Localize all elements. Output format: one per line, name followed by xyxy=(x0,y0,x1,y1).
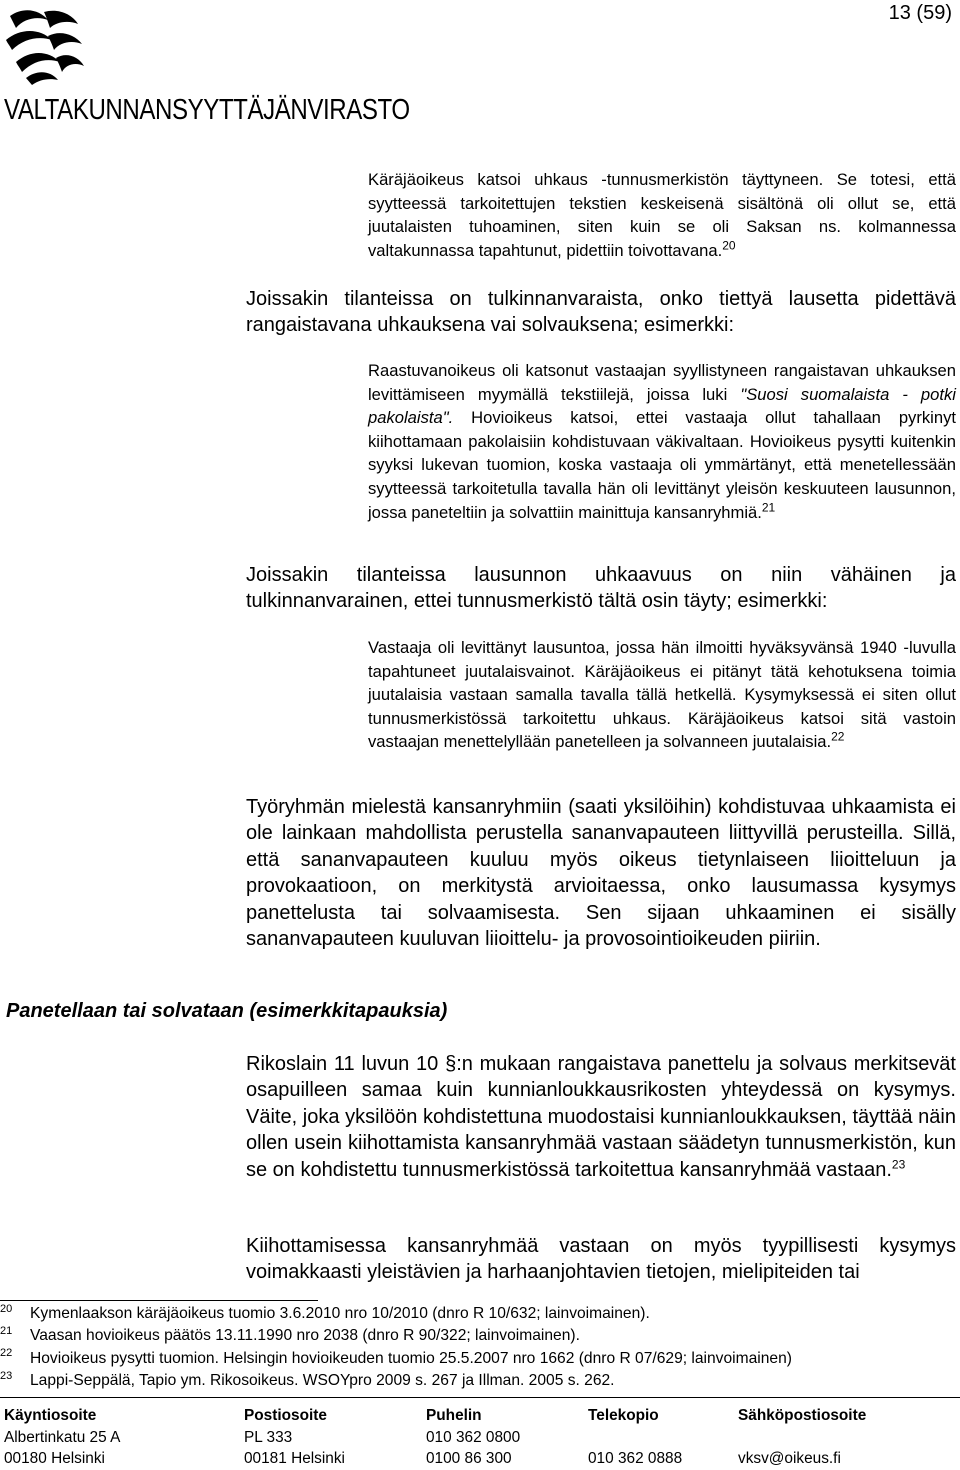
footnote-21: 21 Vaasan hovioikeus päätös 13.11.1990 nro 2038 (dnro R 90/322; lainvoimainen). xyxy=(0,1325,580,1345)
section-heading: Panetellaan tai solvataan (esimerkkitapauksia) xyxy=(6,1000,448,1022)
paragraph-5: Kiihottamisessa kansanryhmää vastaan on myös tyypillisesti kysymys voimakkaasti yleistävien ja harhaanjohtavien tietojen, mielipiteiden tai xyxy=(246,1235,956,1284)
footnote-ref-20[interactable]: 20 xyxy=(722,238,736,253)
footer-phone: Puhelin 010 362 0800 0100 86 300 xyxy=(426,1407,521,1467)
footnote-ref-23[interactable]: 23 xyxy=(891,1156,906,1171)
example-quote-3 xyxy=(368,636,956,754)
paragraph-2: Joissakin tilanteissa lausunnon uhkaavuus on niin vähäinen ja tulkinnanvarainen, ettei tunnusmerkistö tältä osin täyty; esimerkki: xyxy=(246,564,956,613)
paragraph-1: Joissakin tilanteissa on tulkinnanvaraista, onko tiettyä lausetta pidettävä rangaistavana uhkauksena vai solvauksena; esimerkki: xyxy=(246,288,956,337)
example-quote-2 xyxy=(368,359,956,524)
agency-name: VALTAKUNNANSYYTTÄJÄNVIRASTO xyxy=(4,94,410,126)
email-link[interactable]: vksv@oikeus.fi xyxy=(738,1450,841,1467)
footnote-20: 20 Kymenlaakson käräjäoikeus tuomio 3.6.2010 nro 10/2010 (dnro R 10/632; lainvoimainen). xyxy=(0,1302,650,1322)
page-number: 13 (59) xyxy=(888,2,952,24)
paragraph-4-text: Rikoslain 11 luvun 10 §:n mukaan rangaistava panettelu ja solvaus merkitsevät osapuilleen samaa kuin kunnianloukkausrikosten yhteydessä on kysymys. Väite, joka yksilöön kohdistettuna muodostaisi kunnianloukkauksen, täyttää näin ollen usein kiihottamista kansanryhmää vastaan säädetyn tunnusmerkistön, kun se on kohdistettu tunnusmerkistössä tarkoitettua kansanryhmää vastaan. xyxy=(246,1053,956,1181)
quote-1-text: Käräjäoikeus katsoi uhkaus -tunnusmerkistön täyttyneen. Se totesi, että syytteessä tarkoitettujen tekstien keskeisenä sisältönä oli ollut se, että juutalaisten tuhoaminen, siten kuin se oli Saksan ns. kolmannessa valtakunnassa tapahtunut, pidettiin toivottavana. xyxy=(368,170,956,260)
footer-postal-address: Postiosoite PL 333 00181 Helsinki xyxy=(244,1407,345,1467)
paragraph-4 xyxy=(246,1051,956,1183)
agency-emblem-icon xyxy=(4,6,86,86)
footnotes xyxy=(0,1303,792,1392)
paragraph-3: Työryhmän mielestä kansanryhmiin (saati yksilöihin) kohdistuvaa uhkaamista ei ole lainkaan mahdollista perustella sananvapauteen liittyvillä perusteilla. Sillä, että sananvapauteen kuuluu myös oikeus tietynlaiseen liioitteluun ja provokaatioon, on merkitystä arvioitaessa, onko lausumassa kysymys panettelusta tai solvaamisesta. Sen sijaan uhkaaminen ei sisälly sananvapauteen kuuluvan liioittelu- ja provosointioikeuden piiriin. xyxy=(246,796,956,951)
footer-separator xyxy=(0,1397,960,1398)
example-quote-1 xyxy=(368,168,956,262)
footnote-ref-21[interactable]: 21 xyxy=(761,500,776,515)
footnote-22: 22 Hovioikeus pysytti tuomion. Helsingin hovioikeuden tuomio 25.5.2007 nro 1662 (dnro R 07/629; lainvoimainen) xyxy=(0,1347,792,1367)
quote-2-italic: "Suosi suomalaista - potki pakolaista". xyxy=(368,384,956,428)
footer-fax: Telekopio 010 362 0888 xyxy=(588,1407,683,1467)
footnote-separator xyxy=(0,1300,318,1301)
footnote-ref-22[interactable]: 22 xyxy=(831,729,845,744)
footnote-23: 23 Lappi-Seppälä, Tapio ym. Rikosoikeus. WSOYpro 2009 s. 267 ja Illman. 2005 s. 262. xyxy=(0,1369,615,1389)
footer-email: Sähköpostiosoite vksv@oikeus.fi xyxy=(738,1405,866,1470)
quote-2-text-b: Hovioikeus katsoi, ettei vastaaja ollut tahallaan pyrkinyt kiihottamaan pakolaisiin kohdistuvaan väkivaltaan. Hovioikeus pysytti kuitenkin syyksi lukevan tuomion, koska vastaaja oli ymmärtänyt, että menetellessään syytteessä tarkoitetulla tavalla hän oli levittänyt yleisön keskuuteen lausunnon, jossa paneteltiin ja solvattiin mainittuja kansanryhmiä. xyxy=(368,408,956,522)
footer-visiting-address: Käyntiosoite Albertinkatu 25 A 00180 Helsinki xyxy=(4,1407,121,1467)
quote-3-text: Vastaaja oli levittänyt lausuntoa, jossa hän ilmoitti hyväksyvänsä 1940 -luvulla tapahtuneet juutalaisvainot. Käräjäoikeus ei pitänyt tätä kehotuksena toimia juutalaisia vastaan samalla tavalla tällä hetkellä. Kysymyksessä ei siten ollut tunnusmerkistössä tarkoitettu uhkaus. Käräjäoikeus katsoi sitä vastoin vastaajan menettelyllään panetelleen ja solvanneen juutalaisia. xyxy=(368,638,956,752)
quote-2-text-a: Raastuvanoikeus oli katsonut vastaajan syyllistyneen rangaistavan uhkauksen levittämiseen myymällä tekstiilejä, joissa luki xyxy=(368,361,956,404)
